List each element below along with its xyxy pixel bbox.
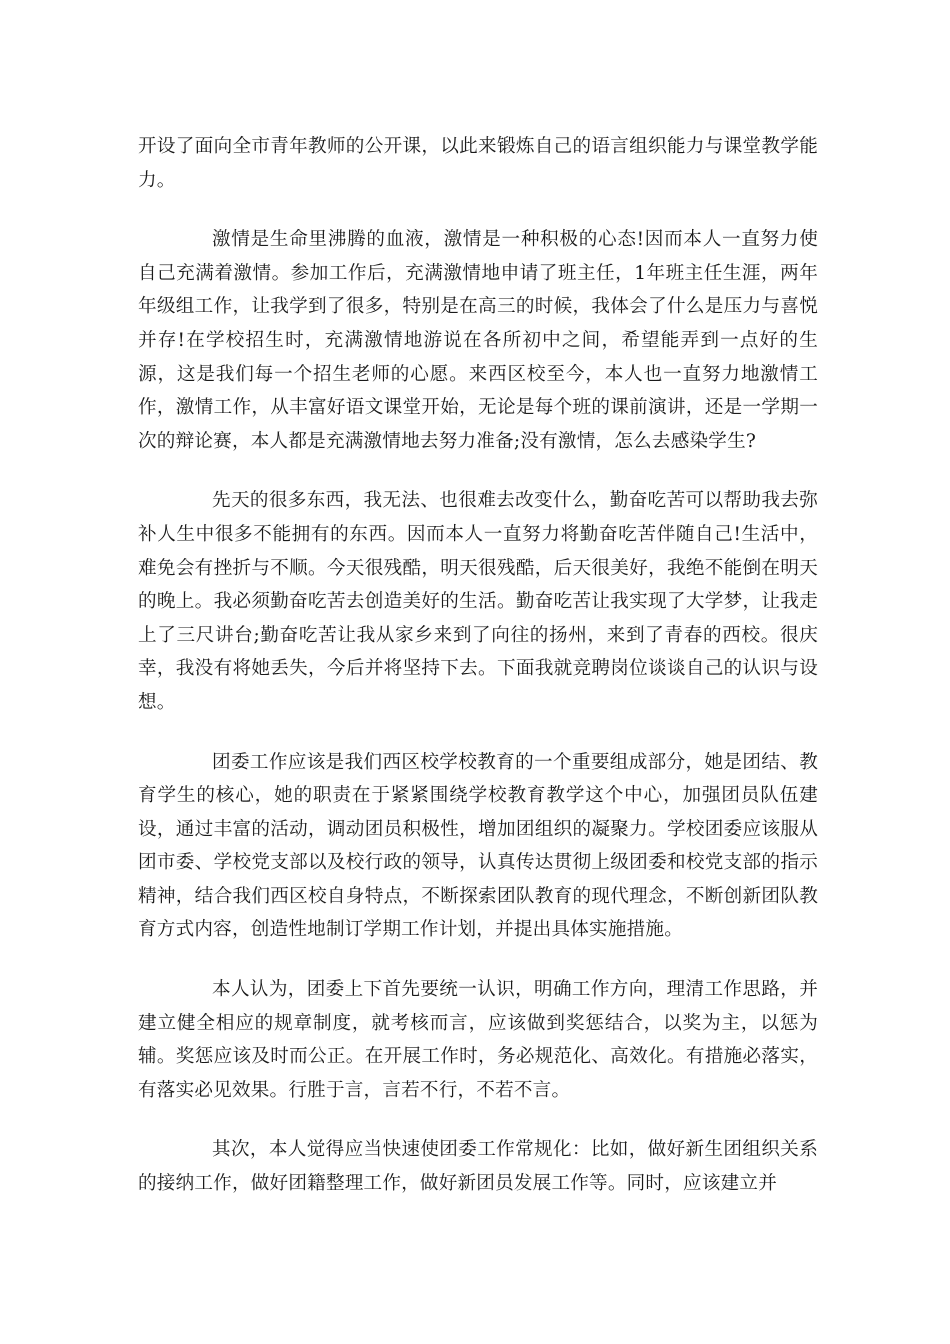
document-body <box>138 130 818 1227</box>
paragraph-6: 其次，本人觉得应当快速使团委工作常规化：比如，做好新生团组织关系的接纳工作，做好团籍整理工作，做好新团员发展工作等。同时，应该建立并 <box>138 1139 818 1195</box>
paragraph-1: 开设了面向全市青年教师的公开课，以此来锻炼自己的语言组织能力与课堂教学能力。 <box>138 136 818 191</box>
paragraph-5: 本人认为，团委上下首先要统一认识，明确工作方向，理清工作思路，并建立健全相应的规章制度，就考核而言，应该做到奖惩结合，以奖为主，以惩为辅。奖惩应该及时而公正。在开展工作时，务必规范化、高效化。有措施必落实，有落实必见效果。行胜于言，言若不行，不若不言。 <box>138 979 818 1101</box>
paragraph-3: 先天的很多东西，我无法、也很难去改变什么，勤奋吃苦可以帮助我去弥补人生中很多不能拥有的东西。因而本人一直努力将勤奋吃苦伴随自己!生活中，难免会有挫折与不顺。今天很残酷，明天很残酷，后天很美好，我绝不能倒在明天的晚上。我必须勤奋吃苦去创造美好的生活。勤奋吃苦让我实现了大学梦，让我走上了三尺讲台;勤奋吃苦让我从家乡来到了向往的扬州，来到了青春的西校。很庆幸，我没有将她丢失，今后并将坚持下去。下面我就竞聘岗位谈谈自己的认识与设想。 <box>138 490 818 713</box>
paragraph-2: 激情是生命里沸腾的血液，激情是一种积极的心态!因而本人一直努力使自己充满着激情。参加工作后，充满激情地申请了班主任，1年班主任生涯，两年年级组工作，让我学到了很多，特别是在高三的时候，我体会了什么是压力与喜悦并存!在学校招生时，充满激情地游说在各所初中之间，希望能弄到一点好的生源，这是我们每一个招生老师的心愿。来西区校至今，本人也一直努力地激情工作，激情工作，从丰富好语文课堂开始，无论是每个班的课前演讲，还是一学期一次的辩论赛，本人都是充满激情地去努力准备;没有激情，怎么去感染学生? <box>138 229 818 452</box>
paragraph-4: 团委工作应该是我们西区校学校教育的一个重要组成部分，她是团结、教育学生的核心，她的职责在于紧紧围绕学校教育教学这个中心，加强团员队伍建设，通过丰富的活动，调动团员积极性，增加团组织的凝聚力。学校团委应该服从团市委、学校党支部以及校行政的领导，认真传达贯彻上级团委和校党支部的指示精神，结合我们西区校自身特点，不断探索团队教育的现代理念，不断创新团队教育方式内容，创造性地制订学期工作计划，并提出具体实施措施。 <box>138 751 818 941</box>
